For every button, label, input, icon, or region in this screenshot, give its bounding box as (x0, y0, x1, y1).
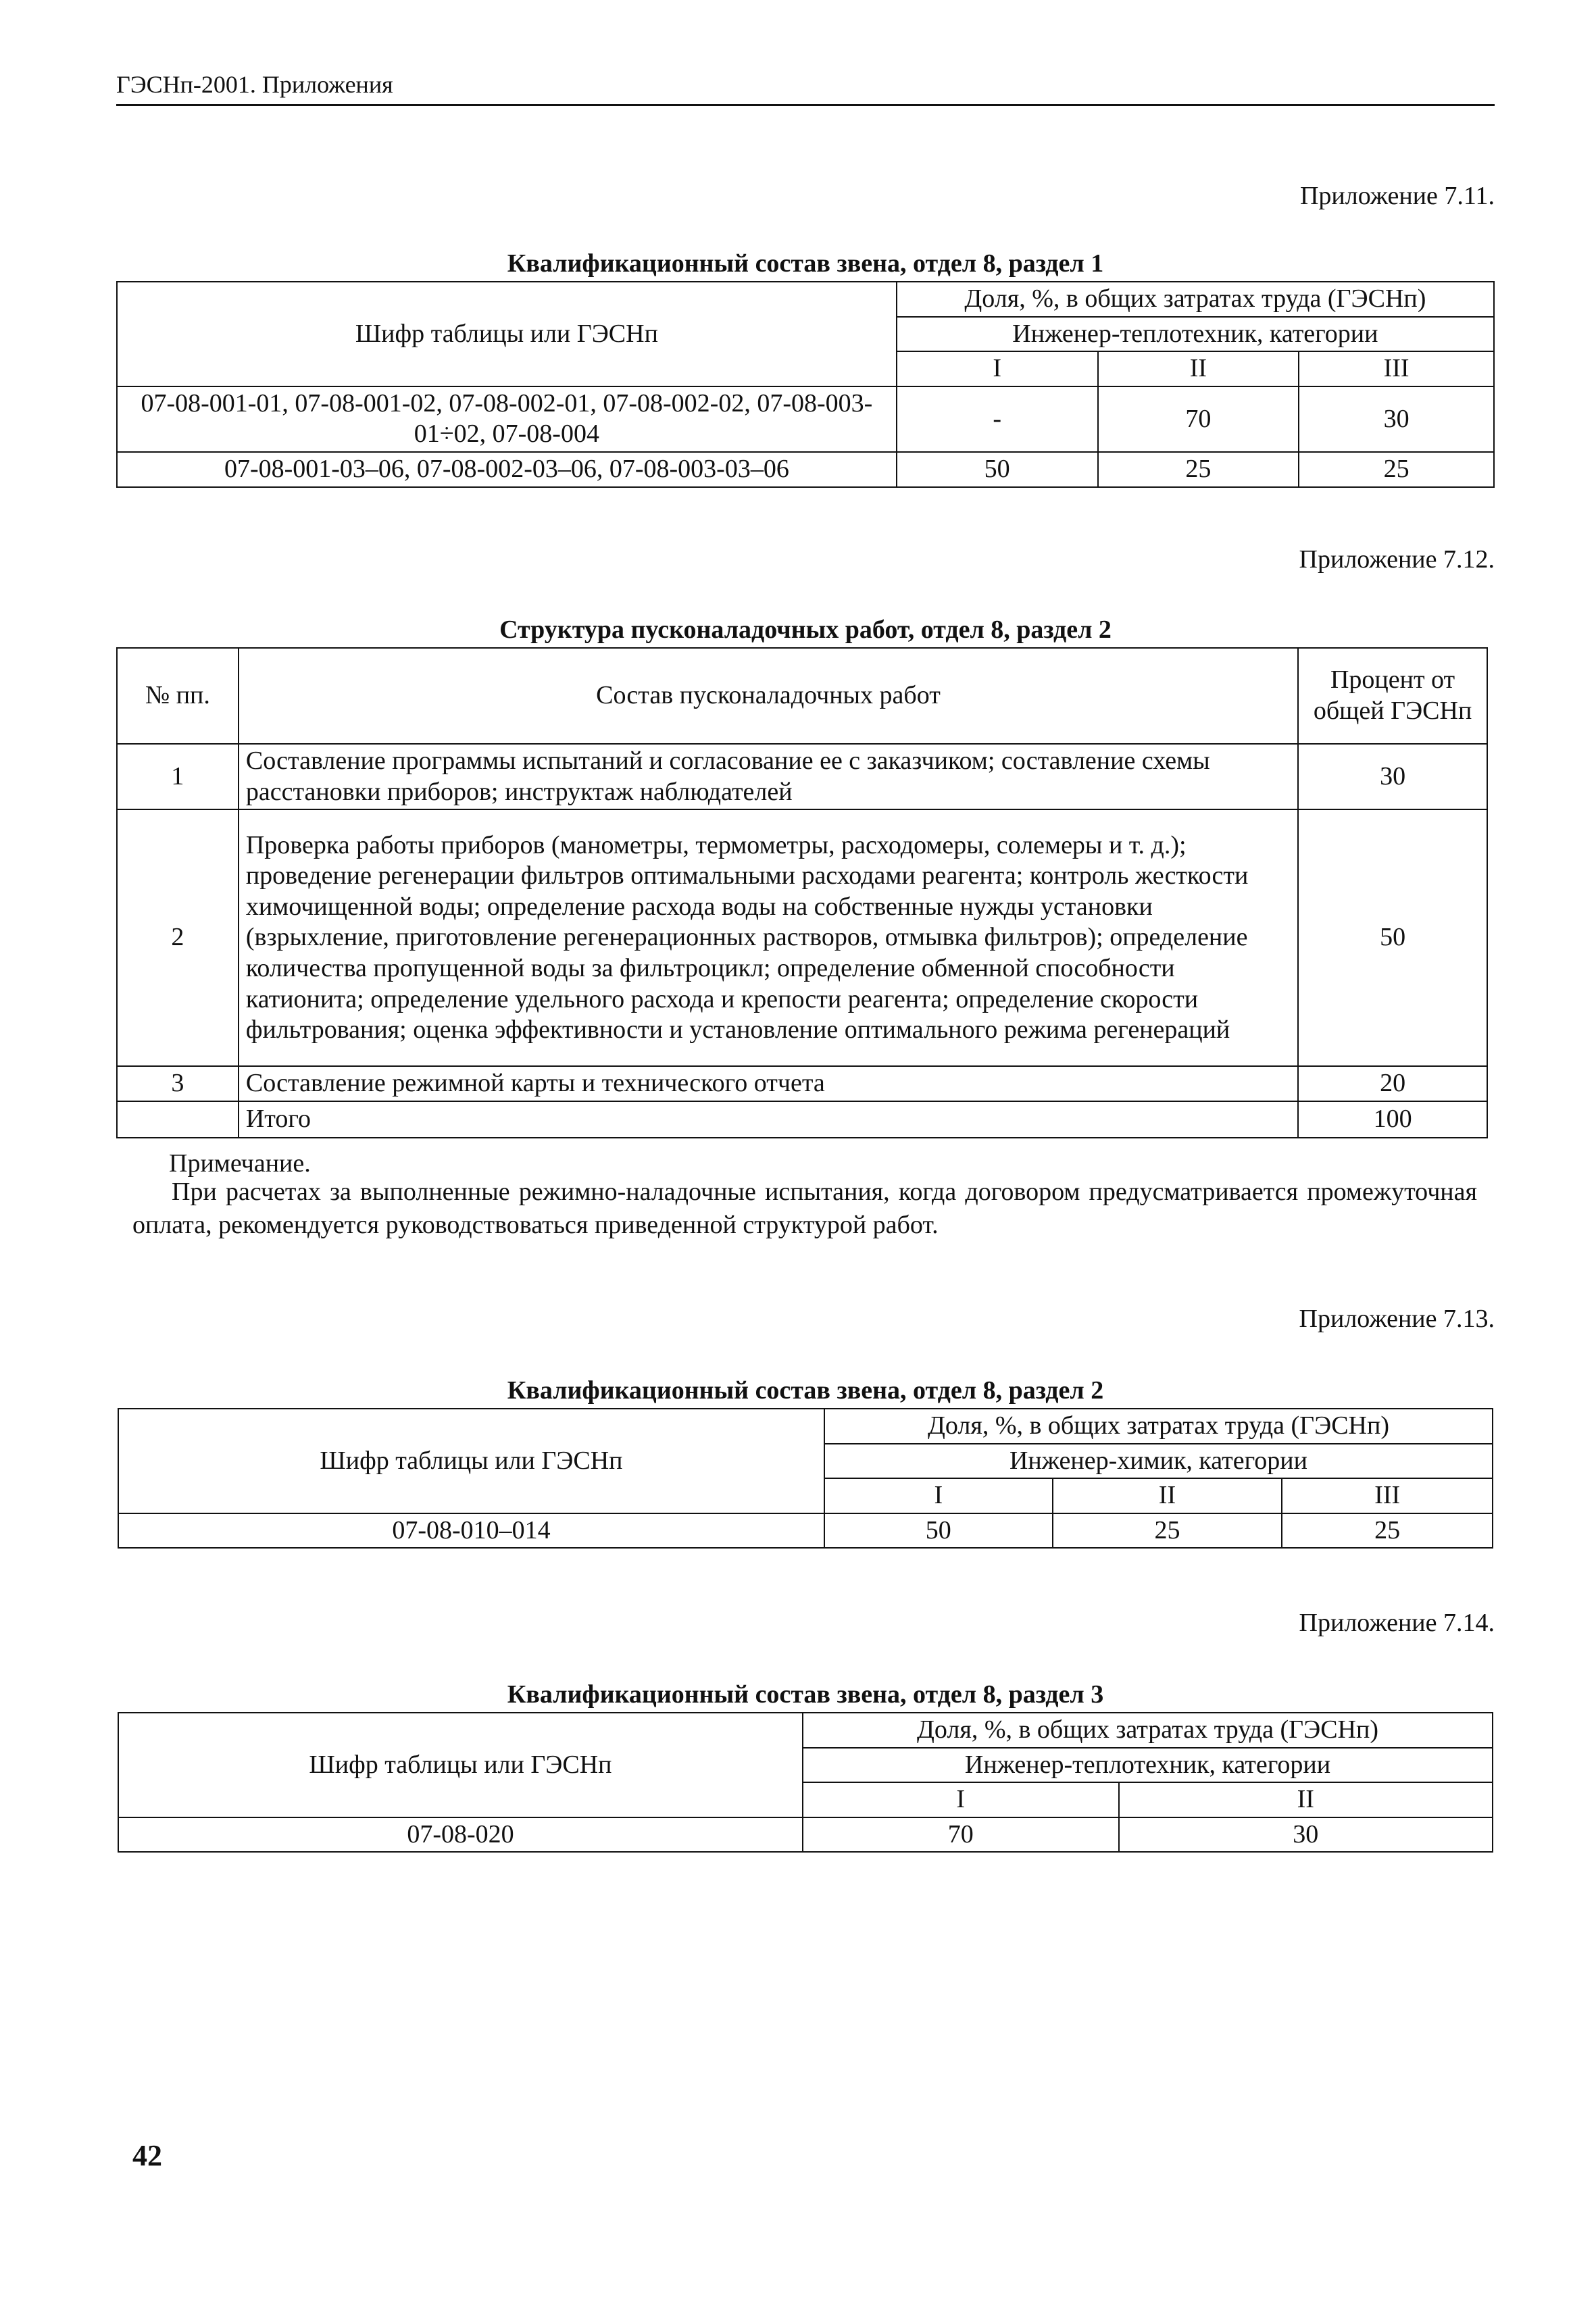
table-7-13 (118, 1408, 1493, 1549)
table-7-13-title: Квалификационный состав звена, отдел 8, раздел 2 (507, 1376, 1104, 1405)
table-row-code: 07-08-001-03–06, 07-08-002-03–06, 07-08-003-03–06 (117, 452, 897, 487)
table-cell-value: 25 (1282, 1513, 1493, 1549)
cat-header: II (1119, 1782, 1493, 1817)
row-pct: 50 (1298, 809, 1487, 1066)
table-cell-value: 30 (1119, 1817, 1493, 1853)
table-7-11-title: Квалификационный состав звена, отдел 8, раздел 1 (507, 249, 1104, 278)
col-header-code: Шифр таблицы или ГЭСНп (117, 282, 897, 386)
col-header-role: Инженер-химик, категории (824, 1444, 1493, 1479)
col-header-share: Доля, %, в общих затратах труда (ГЭСНп) (897, 282, 1494, 317)
table-cell-value: 70 (803, 1817, 1119, 1853)
table-7-14-title: Квалификационный состав звена, отдел 8, раздел 3 (507, 1680, 1104, 1709)
row-pct: 30 (1298, 744, 1487, 809)
cat-header: III (1299, 351, 1494, 386)
col-header-role: Инженер-теплотехник, категории (803, 1748, 1493, 1783)
appendix-7-11-label: Приложение 7.11. (1299, 182, 1495, 210)
row-total-label: Итого (239, 1101, 1298, 1138)
table-cell-value: 30 (1299, 386, 1494, 452)
table-cell-value: 25 (1053, 1513, 1282, 1549)
col-header-share: Доля, %, в общих затратах труда (ГЭСНп) (824, 1409, 1493, 1444)
row-num: 3 (117, 1066, 239, 1101)
table-row-code: 07-08-010–014 (118, 1513, 824, 1549)
row-text: Проверка работы приборов (манометры, термометры, расходомеры, солемеры и т. д.); проведение регенерации фильтров оптимальными расходами реагента; контроль жесткости химочищенной воды; определение расхода воды на собственные нужды установки (взрыхление, приготовление регенерационных растворов, отмывка фильтров); определение количества пропущенной воды за фильтроцикл; определение обменной способности катионита; определение удельного расхода и крепости реагента; определение скорости фильтрования; оценка эффективности и установление оптимального режима регенераций (239, 809, 1298, 1066)
col-header-role: Инженер-теплотехник, категории (897, 317, 1494, 352)
table-7-12 (116, 647, 1488, 1138)
row-num (117, 1101, 239, 1138)
cat-header: III (1282, 1478, 1493, 1513)
table-cell-value: - (897, 386, 1098, 452)
note-text: При расчетах за выполненные режимно-наладочные испытания, когда договором предусматривается промежуточная оплата, рекомендуется руководствоваться приведенной структурой работ. (132, 1178, 1477, 1240)
table-cell-value: 50 (897, 452, 1098, 487)
col-header-num: № пп. (117, 648, 239, 744)
appendix-7-13-label: Приложение 7.13. (1299, 1305, 1495, 1333)
row-total-pct: 100 (1298, 1101, 1487, 1138)
col-header-code: Шифр таблицы или ГЭСНп (118, 1713, 803, 1817)
table-cell-value: 25 (1098, 452, 1299, 487)
col-header-share: Доля, %, в общих затратах труда (ГЭСНп) (803, 1713, 1493, 1748)
appendix-7-12-label: Приложение 7.12. (1299, 545, 1495, 574)
col-header-code: Шифр таблицы или ГЭСНп (118, 1409, 824, 1513)
cat-header: I (824, 1478, 1053, 1513)
note-title: Примечание. (169, 1149, 311, 1178)
row-text: Составление режимной карты и технического отчета (239, 1066, 1298, 1101)
cat-header: I (897, 351, 1098, 386)
table-cell-value: 25 (1299, 452, 1494, 487)
row-pct: 20 (1298, 1066, 1487, 1101)
row-num: 1 (117, 744, 239, 809)
table-cell-value: 70 (1098, 386, 1299, 452)
running-header: ГЭСНп-2001. Приложения (116, 70, 1495, 106)
table-row-code: 07-08-001-01, 07-08-001-02, 07-08-002-01, 07-08-002-02, 07-08-003-01÷02, 07-08-004 (117, 386, 897, 452)
col-header-pct: Процент от общей ГЭСНп (1298, 648, 1487, 744)
table-cell-value: 50 (824, 1513, 1053, 1549)
appendix-7-14-label: Приложение 7.14. (1299, 1609, 1495, 1637)
table-7-11 (116, 281, 1495, 488)
table-row-code: 07-08-020 (118, 1817, 803, 1853)
cat-header: I (803, 1782, 1119, 1817)
col-header-work: Состав пусконаладочных работ (239, 648, 1298, 744)
page-number: 42 (132, 2139, 162, 2172)
cat-header: II (1098, 351, 1299, 386)
row-num: 2 (117, 809, 239, 1066)
row-text: Составление программы испытаний и согласование ее с заказчиком; составление схемы расстановки приборов; инструктаж наблюдателей (239, 744, 1298, 809)
table-7-14 (118, 1712, 1493, 1853)
cat-header: II (1053, 1478, 1282, 1513)
table-7-12-title: Структура пусконаладочных работ, отдел 8, раздел 2 (499, 615, 1112, 644)
